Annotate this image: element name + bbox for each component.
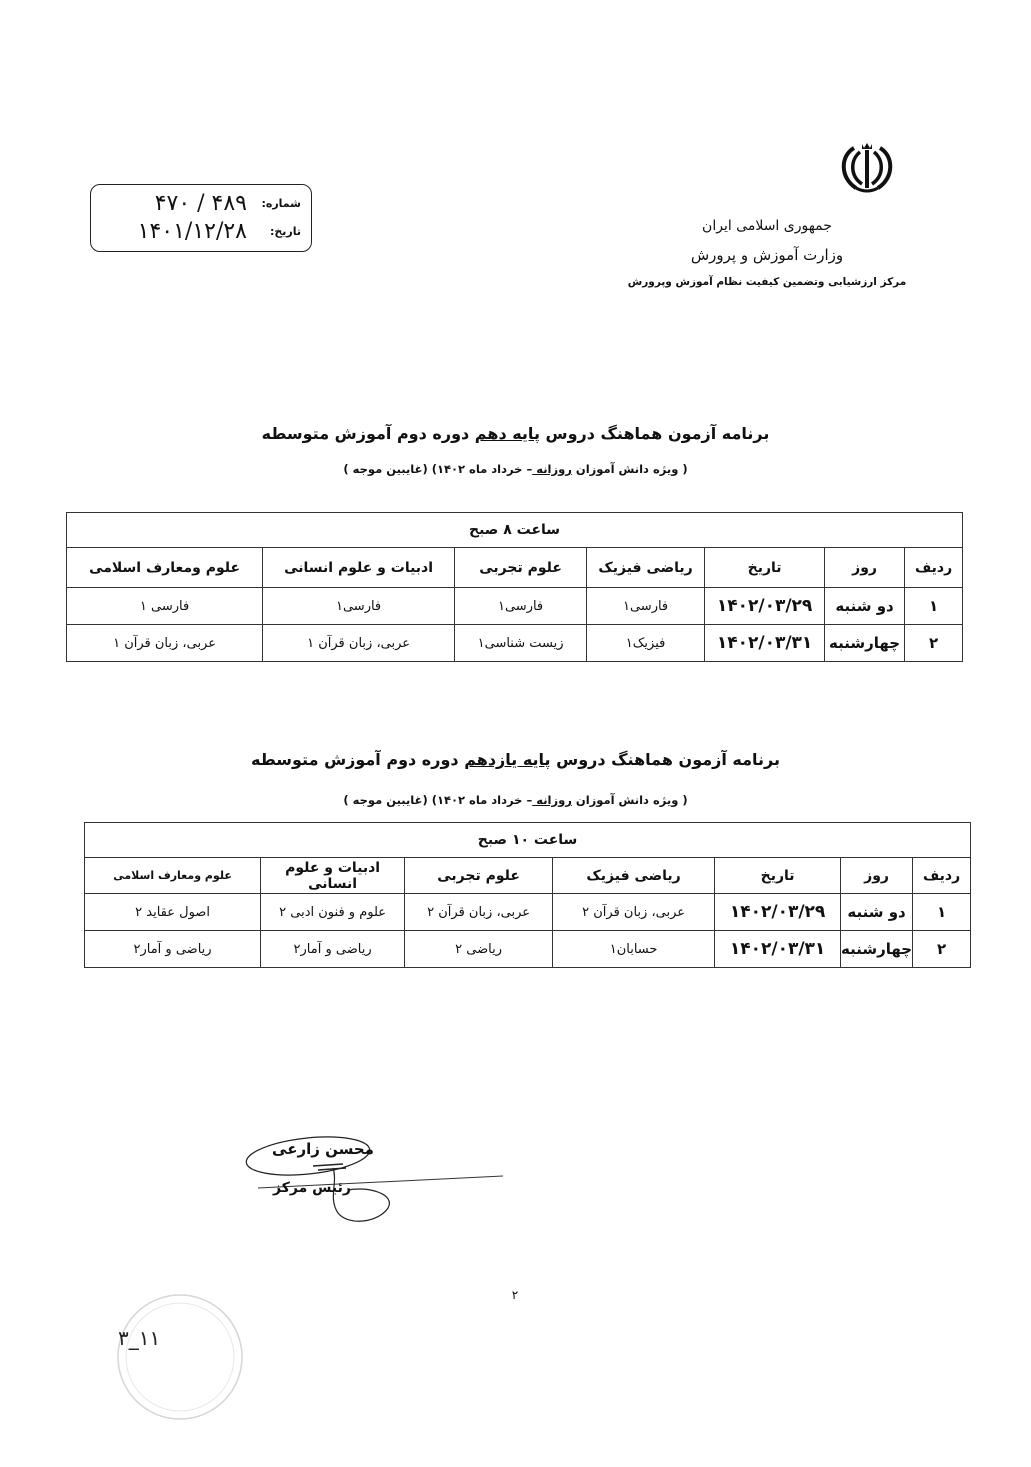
section1-title <box>0 424 1031 443</box>
org-line-ministry: وزارت آموزش و پرورش <box>690 246 844 264</box>
cell-humanities: علوم و فنون ادبی ۲ <box>261 894 405 931</box>
cell-day: دو شنبه <box>841 894 913 931</box>
cell-day: چهارشنبه <box>825 625 905 662</box>
cell-experimental-sciences: فارسی۱ <box>455 588 587 625</box>
cell-experimental-sciences: ریاضی ۲ <box>405 931 553 968</box>
section1-subtitle-pre: ( ویژه دانش آموزان <box>571 462 688 476</box>
schedule-table-grade-10 <box>66 512 963 662</box>
schedule-table-grade-11 <box>84 822 971 968</box>
section2-title-pre: برنامه آزمون هماهنگ دروس <box>550 750 780 769</box>
cell-experimental-sciences: زیست شناسی۱ <box>455 625 587 662</box>
column-header-row <box>67 548 963 588</box>
date-value: ۱۴۰۱/۱۲/۲۸ <box>137 219 247 244</box>
cell-math-physics: فارسی۱ <box>587 588 705 625</box>
col-date: تاریخ <box>705 548 825 588</box>
cell-math-physics: حسابان۱ <box>553 931 715 968</box>
col-islamic-studies: علوم ومعارف اسلامی <box>85 858 261 894</box>
cell-date: ۱۴۰۲/۰۳/۳۱ <box>715 931 841 968</box>
col-experimental-sciences: علوم تجربی <box>455 548 587 588</box>
section1-subtitle-type: روزانه <box>532 462 572 476</box>
cell-experimental-sciences: عربی، زبان قرآن ۲ <box>405 894 553 931</box>
col-math-physics: ریاضی فیزیک <box>587 548 705 588</box>
organization-header <box>607 216 927 290</box>
cell-date: ۱۴۰۲/۰۳/۲۹ <box>715 894 841 931</box>
cell-row-number: ۲ <box>913 931 971 968</box>
time-header: ساعت ۸ صبح <box>67 513 963 548</box>
section2-subtitle-pre: ( ویژه دانش آموزان <box>571 793 688 807</box>
cell-humanities: عربی، زبان قرآن ۱ <box>263 625 455 662</box>
col-row-number: ردیف <box>913 858 971 894</box>
cell-islamic-studies: اصول عقاید ۲ <box>85 894 261 931</box>
date-label: تاریخ: <box>269 225 301 238</box>
col-day: روز <box>841 858 913 894</box>
col-islamic-studies: علوم ومعارف اسلامی <box>67 548 263 588</box>
cell-date: ۱۴۰۲/۰۳/۲۹ <box>705 588 825 625</box>
section2-title-post: دوره دوم آموزش متوسطه <box>251 750 465 769</box>
reference-box <box>90 184 312 252</box>
iran-emblem-icon <box>832 138 902 194</box>
section1-title-grade: پایه دهم <box>474 424 540 443</box>
cell-row-number: ۲ <box>905 625 963 662</box>
faded-stamp <box>110 1292 250 1422</box>
section1-subtitle-post: – خرداد ماه ۱۴۰۲) (غایبین موجه ) <box>343 462 533 476</box>
stamp-handwritten-number: ۳_۱۱ <box>118 1326 161 1350</box>
cell-day: چهارشنبه <box>841 931 913 968</box>
section1-title-pre: برنامه آزمون هماهنگ دروس <box>539 424 770 443</box>
page-number: ۲ <box>511 1288 519 1302</box>
col-experimental-sciences: علوم تجربی <box>405 858 553 894</box>
table-row <box>67 588 963 625</box>
cell-islamic-studies: فارسی ۱ <box>67 588 263 625</box>
cell-humanities: ریاضی و آمار۲ <box>261 931 405 968</box>
section2-title <box>0 750 1031 769</box>
org-line-republic: جمهوری اسلامی ایران <box>702 218 832 234</box>
section2-subtitle-post: – خرداد ماه ۱۴۰۲) (غایبین موجه ) <box>343 793 533 807</box>
signatory-name: محسن زارعی <box>272 1140 374 1158</box>
number-label: شماره: <box>261 197 301 210</box>
cell-day: دو شنبه <box>825 588 905 625</box>
col-row-number: ردیف <box>905 548 963 588</box>
section2-subtitle <box>0 793 1031 807</box>
cell-row-number: ۱ <box>913 894 971 931</box>
col-day: روز <box>825 548 905 588</box>
number-value: ۴۷۰ / ۴۸۹ <box>154 191 247 216</box>
col-date: تاریخ <box>715 858 841 894</box>
cell-islamic-studies: ریاضی و آمار۲ <box>85 931 261 968</box>
org-line-center: مرکز ارزشیابی وتضمین کیفیت نظام آموزش وپرورش <box>627 276 907 288</box>
column-header-row <box>85 858 971 894</box>
col-math-physics: ریاضی فیزیک <box>553 858 715 894</box>
section2-title-grade: پایه یازدهم <box>464 750 551 769</box>
cell-islamic-studies: عربی، زبان قرآن ۱ <box>67 625 263 662</box>
table-row <box>85 931 971 968</box>
col-humanities: ادبیات و علوم انسانی <box>261 858 405 894</box>
section1-subtitle <box>0 462 1031 476</box>
section1-title-post: دوره دوم آموزش متوسطه <box>261 424 475 443</box>
col-humanities: ادبیات و علوم انسانی <box>263 548 455 588</box>
section2-subtitle-type: روزانه <box>532 793 572 807</box>
signatory-title: رئیس مرکز <box>273 1180 351 1196</box>
table-row <box>85 894 971 931</box>
cell-math-physics: فیزیک۱ <box>587 625 705 662</box>
time-header: ساعت ۱۰ صبح <box>85 823 971 858</box>
cell-date: ۱۴۰۲/۰۳/۳۱ <box>705 625 825 662</box>
cell-math-physics: عربی، زبان قرآن ۲ <box>553 894 715 931</box>
cell-humanities: فارسی۱ <box>263 588 455 625</box>
table-row <box>67 625 963 662</box>
cell-row-number: ۱ <box>905 588 963 625</box>
